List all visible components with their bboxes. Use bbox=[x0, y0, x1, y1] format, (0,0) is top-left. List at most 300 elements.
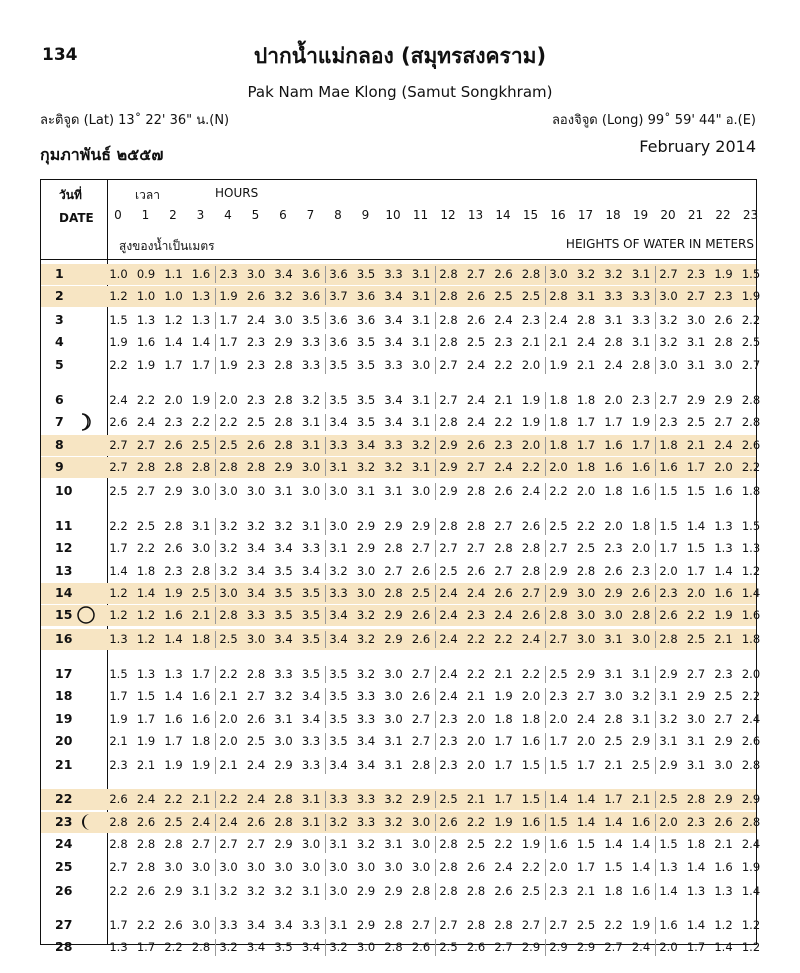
height-cell: 1.6 bbox=[604, 438, 623, 452]
date-cell: 20 bbox=[55, 733, 73, 748]
height-cell: 1.8 bbox=[549, 393, 568, 407]
date-cell: 2 bbox=[55, 288, 64, 303]
height-cell: 3.2 bbox=[356, 460, 376, 474]
height-cell: 1.9 bbox=[631, 415, 651, 429]
height-cell: 3.5 bbox=[329, 689, 348, 703]
hour-header: 4 bbox=[224, 208, 232, 222]
hour-header: 18 bbox=[605, 208, 621, 222]
column-group-divider bbox=[655, 631, 656, 648]
hour-header: 1 bbox=[141, 208, 150, 222]
height-cell: 2.4 bbox=[466, 415, 486, 429]
height-cell: 2.7 bbox=[549, 632, 568, 646]
height-cell: 3.0 bbox=[329, 484, 348, 498]
height-cell: 2.7 bbox=[521, 586, 541, 600]
height-cell: 1.6 bbox=[714, 484, 733, 498]
height-cell: 3.3 bbox=[301, 358, 321, 372]
height-cell: 2.5 bbox=[686, 632, 706, 646]
height-cell: 3.4 bbox=[246, 564, 266, 578]
column-group-divider bbox=[435, 392, 436, 409]
height-cell: 2.8 bbox=[274, 393, 293, 407]
column-group-divider bbox=[325, 288, 326, 305]
column-group-divider bbox=[655, 666, 656, 683]
height-cell: 3.5 bbox=[356, 267, 376, 281]
height-cell: 3.2 bbox=[246, 884, 266, 898]
height-cell: 1.9 bbox=[494, 815, 513, 829]
height-cell: 2.9 bbox=[686, 393, 706, 407]
height-cell: 2.2 bbox=[136, 918, 156, 932]
height-cell: 2.8 bbox=[466, 484, 486, 498]
height-cell: 2.9 bbox=[439, 438, 458, 452]
height-cell: 1.8 bbox=[191, 632, 211, 646]
height-cell: 2.8 bbox=[136, 837, 156, 851]
height-cell: 1.4 bbox=[631, 837, 651, 851]
height-cell: 1.8 bbox=[686, 837, 706, 851]
height-cell: 3.1 bbox=[411, 335, 431, 349]
height-cell: 2.7 bbox=[494, 519, 513, 533]
height-cell: 2.0 bbox=[219, 712, 238, 726]
height-cell: 3.1 bbox=[631, 267, 651, 281]
column-group-divider bbox=[325, 563, 326, 580]
height-cell: 3.0 bbox=[714, 758, 733, 772]
column-group-divider bbox=[545, 563, 546, 580]
height-cell: 3.4 bbox=[329, 608, 348, 622]
height-cell: 2.9 bbox=[549, 564, 568, 578]
height-cell: 2.7 bbox=[494, 564, 513, 578]
height-cell: 3.4 bbox=[301, 689, 321, 703]
height-cell: 2.8 bbox=[466, 918, 486, 932]
height-cell: 3.0 bbox=[604, 689, 623, 703]
height-cell: 1.7 bbox=[659, 541, 678, 555]
height-cell: 1.4 bbox=[714, 564, 733, 578]
column-group-divider bbox=[215, 757, 216, 774]
height-cell: 3.1 bbox=[631, 667, 651, 681]
height-cell: 3.0 bbox=[301, 860, 321, 874]
column-group-divider bbox=[215, 459, 216, 476]
height-cell: 3.3 bbox=[384, 438, 403, 452]
height-cell: 3.2 bbox=[219, 940, 238, 954]
column-group-divider bbox=[435, 791, 436, 808]
height-cell: 1.7 bbox=[686, 564, 706, 578]
height-cell: 1.4 bbox=[164, 335, 183, 349]
date-cell: 11 bbox=[55, 518, 73, 533]
table-row bbox=[41, 481, 761, 502]
height-cell: 1.7 bbox=[164, 358, 183, 372]
height-cell: 3.4 bbox=[274, 918, 293, 932]
column-group-divider bbox=[545, 392, 546, 409]
height-cell: 1.8 bbox=[604, 484, 623, 498]
height-cell: 2.1 bbox=[191, 792, 211, 806]
height-cell: 3.3 bbox=[301, 758, 321, 772]
height-cell: 2.4 bbox=[246, 313, 266, 327]
height-cell: 2.5 bbox=[604, 734, 623, 748]
height-cell: 1.7 bbox=[686, 460, 706, 474]
height-cell: 2.4 bbox=[466, 358, 486, 372]
height-cell: 3.0 bbox=[219, 860, 238, 874]
height-cell: 1.4 bbox=[604, 837, 623, 851]
height-cell: 2.8 bbox=[411, 884, 431, 898]
column-group-divider bbox=[215, 392, 216, 409]
column-group-divider bbox=[215, 437, 216, 454]
height-cell: 2.6 bbox=[109, 415, 128, 429]
hour-header: 3 bbox=[196, 208, 205, 222]
height-cell: 2.6 bbox=[741, 734, 761, 748]
height-cell: 3.3 bbox=[604, 289, 623, 303]
height-cell: 1.4 bbox=[549, 792, 568, 806]
height-cell: 2.3 bbox=[246, 335, 266, 349]
height-cell: 2.2 bbox=[521, 667, 541, 681]
height-cell: 1.2 bbox=[164, 313, 183, 327]
hour-header: 20 bbox=[660, 208, 676, 222]
column-group-divider bbox=[215, 883, 216, 900]
height-cell: 2.4 bbox=[246, 792, 266, 806]
height-cell: 2.7 bbox=[411, 734, 431, 748]
header-divider bbox=[41, 259, 756, 260]
height-cell: 1.7 bbox=[191, 667, 211, 681]
height-cell: 1.5 bbox=[549, 815, 568, 829]
height-cell: 3.2 bbox=[219, 541, 238, 555]
height-cell: 2.2 bbox=[466, 632, 486, 646]
height-cell: 1.6 bbox=[604, 460, 623, 474]
full-moon-icon bbox=[75, 604, 97, 626]
height-cell: 2.8 bbox=[631, 358, 651, 372]
height-cell: 3.2 bbox=[659, 313, 678, 327]
height-cell: 1.5 bbox=[109, 313, 128, 327]
column-group-divider bbox=[545, 711, 546, 728]
column-group-divider bbox=[545, 437, 546, 454]
height-cell: 3.2 bbox=[219, 519, 238, 533]
column-group-divider bbox=[325, 939, 326, 956]
column-group-divider bbox=[435, 711, 436, 728]
table-row bbox=[41, 561, 761, 582]
height-cell: 3.2 bbox=[576, 267, 596, 281]
date-cell: 1 bbox=[55, 266, 64, 281]
height-cell: 2.7 bbox=[109, 438, 128, 452]
height-cell: 2.9 bbox=[714, 393, 733, 407]
height-cell: 3.3 bbox=[384, 358, 403, 372]
height-cell: 2.3 bbox=[439, 758, 458, 772]
column-group-divider bbox=[325, 836, 326, 853]
height-cell: 2.7 bbox=[136, 438, 156, 452]
height-cell: 2.1 bbox=[631, 792, 651, 806]
height-cell: 3.3 bbox=[329, 438, 348, 452]
height-cell: 3.1 bbox=[604, 313, 623, 327]
column-group-divider bbox=[215, 288, 216, 305]
height-cell: 3.0 bbox=[329, 860, 348, 874]
height-cell: 1.7 bbox=[494, 734, 513, 748]
date-header-english: DATE bbox=[59, 211, 94, 225]
height-cell: 3.1 bbox=[686, 335, 706, 349]
height-cell: 3.0 bbox=[301, 837, 321, 851]
height-cell: 2.9 bbox=[604, 586, 623, 600]
height-cell: 3.3 bbox=[356, 815, 376, 829]
height-cell: 2.6 bbox=[494, 484, 513, 498]
longitude-label: ลองจิจูด (Long) 99˚ 59' 44" อ.(E) bbox=[551, 113, 756, 128]
height-cell: 1.5 bbox=[604, 860, 623, 874]
height-cell: 2.6 bbox=[521, 608, 541, 622]
first-quarter-moon-icon bbox=[75, 411, 97, 433]
height-cell: 2.0 bbox=[686, 586, 706, 600]
height-cell: 2.6 bbox=[714, 313, 733, 327]
height-cell: 2.7 bbox=[686, 289, 706, 303]
height-cell: 2.9 bbox=[356, 884, 376, 898]
height-cell: 1.0 bbox=[109, 267, 128, 281]
table-row bbox=[41, 857, 761, 878]
table-row bbox=[41, 915, 761, 936]
hours-header-english: HOURS bbox=[215, 186, 259, 200]
height-cell: 2.7 bbox=[604, 940, 623, 954]
height-cell: 2.4 bbox=[494, 860, 513, 874]
height-cell: 1.7 bbox=[109, 689, 128, 703]
date-cell: 3 bbox=[55, 312, 64, 327]
date-cell: 13 bbox=[55, 563, 73, 578]
height-cell: 3.1 bbox=[191, 519, 211, 533]
height-cell: 2.5 bbox=[439, 564, 458, 578]
hour-header: 19 bbox=[632, 208, 649, 222]
height-cell: 2.3 bbox=[714, 289, 733, 303]
column-group-divider bbox=[435, 733, 436, 750]
height-cell: 2.9 bbox=[714, 792, 733, 806]
height-cell: 2.0 bbox=[549, 860, 568, 874]
height-cell: 2.4 bbox=[136, 792, 156, 806]
height-cell: 2.2 bbox=[686, 608, 706, 622]
column-group-divider bbox=[435, 540, 436, 557]
height-cell: 2.6 bbox=[741, 438, 761, 452]
height-cell: 3.3 bbox=[301, 335, 321, 349]
height-cell: 2.9 bbox=[411, 519, 431, 533]
height-cell: 3.2 bbox=[356, 837, 376, 851]
height-cell: 3.1 bbox=[384, 837, 403, 851]
height-cell: 1.9 bbox=[549, 358, 568, 372]
height-cell: 2.6 bbox=[466, 289, 486, 303]
height-cell: 2.6 bbox=[136, 815, 156, 829]
height-cell: 3.1 bbox=[631, 712, 651, 726]
column-group-divider bbox=[655, 791, 656, 808]
column-group-divider bbox=[655, 814, 656, 831]
height-cell: 2.1 bbox=[549, 335, 568, 349]
height-cell: 2.7 bbox=[411, 541, 431, 555]
height-cell: 3.3 bbox=[356, 712, 376, 726]
column-group-divider bbox=[655, 459, 656, 476]
height-cell: 1.5 bbox=[686, 541, 706, 555]
column-group-divider bbox=[545, 666, 546, 683]
column-group-divider bbox=[545, 334, 546, 351]
height-cell: 1.6 bbox=[136, 335, 156, 349]
height-cell: 2.3 bbox=[246, 358, 266, 372]
height-cell: 3.6 bbox=[356, 313, 376, 327]
height-cell: 2.8 bbox=[439, 289, 458, 303]
height-cell: 3.4 bbox=[384, 415, 403, 429]
height-cell: 3.1 bbox=[301, 792, 321, 806]
height-cell: 1.3 bbox=[191, 313, 211, 327]
height-cell: 2.7 bbox=[741, 358, 761, 372]
hour-header: 10 bbox=[385, 208, 401, 222]
height-cell: 3.3 bbox=[631, 313, 651, 327]
height-cell: 1.9 bbox=[164, 586, 183, 600]
height-cell: 2.7 bbox=[384, 564, 403, 578]
height-cell: 2.8 bbox=[439, 837, 458, 851]
height-cell: 2.8 bbox=[439, 313, 458, 327]
hour-header: 9 bbox=[361, 208, 370, 222]
height-cell: 1.7 bbox=[576, 758, 596, 772]
height-cell: 2.8 bbox=[549, 289, 568, 303]
date-cell: 18 bbox=[55, 688, 73, 703]
height-cell: 3.1 bbox=[301, 884, 321, 898]
height-cell: 2.8 bbox=[439, 415, 458, 429]
height-cell: 2.6 bbox=[246, 438, 266, 452]
height-cell: 2.3 bbox=[686, 815, 706, 829]
height-cell: 1.4 bbox=[686, 918, 706, 932]
height-cell: 3.0 bbox=[411, 860, 431, 874]
column-group-divider bbox=[545, 859, 546, 876]
height-cell: 2.2 bbox=[219, 415, 238, 429]
height-cell: 2.6 bbox=[494, 267, 513, 281]
height-cell: 2.7 bbox=[549, 541, 568, 555]
height-cell: 1.3 bbox=[659, 860, 678, 874]
height-cell: 1.5 bbox=[549, 758, 568, 772]
column-group-divider bbox=[435, 688, 436, 705]
height-cell: 3.1 bbox=[329, 460, 348, 474]
height-cell: 3.1 bbox=[301, 815, 321, 829]
height-cell: 2.6 bbox=[466, 564, 486, 578]
height-cell: 1.3 bbox=[714, 519, 733, 533]
height-cell: 1.3 bbox=[714, 884, 733, 898]
height-cell: 1.6 bbox=[191, 267, 211, 281]
date-cell: 5 bbox=[55, 357, 64, 372]
height-cell: 3.1 bbox=[384, 484, 403, 498]
height-cell: 3.4 bbox=[384, 313, 403, 327]
height-cell: 1.8 bbox=[631, 519, 651, 533]
height-cell: 2.2 bbox=[219, 667, 238, 681]
height-cell: 1.3 bbox=[136, 313, 156, 327]
height-cell: 3.6 bbox=[329, 267, 348, 281]
height-cell: 3.3 bbox=[384, 267, 403, 281]
height-cell: 3.3 bbox=[246, 608, 266, 622]
hour-header: 14 bbox=[495, 208, 511, 222]
height-cell: 2.9 bbox=[686, 689, 706, 703]
height-cell: 1.3 bbox=[714, 541, 733, 555]
height-cell: 3.0 bbox=[686, 313, 706, 327]
height-cell: 3.4 bbox=[274, 267, 293, 281]
height-cell: 3.1 bbox=[631, 335, 651, 349]
table-row bbox=[41, 664, 761, 685]
height-cell: 2.6 bbox=[466, 438, 486, 452]
hour-header: 21 bbox=[687, 208, 704, 222]
height-cell: 2.2 bbox=[494, 358, 513, 372]
column-group-divider bbox=[545, 939, 546, 956]
height-cell: 3.2 bbox=[274, 689, 293, 703]
height-cell: 2.7 bbox=[686, 667, 706, 681]
date-cell: 22 bbox=[55, 791, 73, 806]
hour-header: 6 bbox=[279, 208, 287, 222]
height-cell: 3.4 bbox=[246, 918, 266, 932]
height-cell: 2.3 bbox=[659, 586, 678, 600]
height-cell: 2.9 bbox=[274, 460, 293, 474]
page-number: 134 bbox=[42, 45, 78, 65]
height-cell: 3.5 bbox=[274, 586, 293, 600]
height-cell: 2.8 bbox=[576, 313, 596, 327]
height-cell: 1.5 bbox=[686, 484, 706, 498]
height-cell: 3.2 bbox=[659, 335, 678, 349]
height-cell: 2.8 bbox=[384, 586, 403, 600]
date-cell: 25 bbox=[55, 859, 73, 874]
height-cell: 1.8 bbox=[604, 884, 623, 898]
height-cell: 2.6 bbox=[246, 815, 266, 829]
height-cell: 2.5 bbox=[659, 792, 678, 806]
height-cell: 3.1 bbox=[384, 758, 403, 772]
table-row bbox=[41, 686, 761, 707]
height-cell: 3.0 bbox=[604, 608, 623, 622]
height-cell: 1.2 bbox=[741, 564, 761, 578]
height-cell: 2.8 bbox=[631, 608, 651, 622]
height-cell: 3.0 bbox=[576, 586, 596, 600]
height-cell: 2.2 bbox=[466, 667, 486, 681]
height-cell: 2.4 bbox=[521, 484, 541, 498]
height-cell: 2.5 bbox=[466, 335, 486, 349]
column-group-divider bbox=[655, 357, 656, 374]
height-cell: 3.2 bbox=[329, 815, 348, 829]
time-header-thai: เวลา bbox=[135, 188, 160, 202]
column-group-divider bbox=[545, 540, 546, 557]
height-cell: 1.6 bbox=[191, 689, 211, 703]
height-cell: 2.9 bbox=[384, 884, 403, 898]
height-cell: 2.6 bbox=[411, 608, 431, 622]
table-row bbox=[41, 789, 761, 810]
height-cell: 1.5 bbox=[741, 267, 761, 281]
height-cell: 1.9 bbox=[136, 734, 156, 748]
page-title-thai: ปากน้ำแม่กลอง (สมุทรสงคราม) bbox=[253, 44, 547, 68]
height-cell: 2.1 bbox=[466, 689, 486, 703]
page-title-english: Pak Nam Mae Klong (Samut Songkhram) bbox=[247, 83, 553, 101]
height-cell: 2.7 bbox=[136, 484, 156, 498]
height-cell: 2.4 bbox=[439, 632, 458, 646]
date-cell: 19 bbox=[55, 711, 73, 726]
table-row bbox=[41, 937, 761, 958]
latitude-label: ละติจูด (Lat) 13˚ 22' 36" น.(N) bbox=[40, 113, 230, 128]
height-cell: 2.2 bbox=[164, 940, 183, 954]
height-cell: 2.6 bbox=[164, 438, 183, 452]
column-group-divider bbox=[325, 791, 326, 808]
height-cell: 3.4 bbox=[274, 632, 293, 646]
hour-header: 16 bbox=[550, 208, 566, 222]
height-cell: 3.1 bbox=[686, 734, 706, 748]
height-cell: 2.8 bbox=[219, 608, 238, 622]
height-cell: 2.8 bbox=[439, 884, 458, 898]
height-cell: 1.8 bbox=[136, 564, 156, 578]
column-group-divider bbox=[545, 917, 546, 934]
column-group-divider bbox=[655, 437, 656, 454]
height-cell: 1.9 bbox=[521, 393, 541, 407]
height-cell: 1.2 bbox=[109, 289, 128, 303]
column-group-divider bbox=[215, 266, 216, 283]
column-group-divider bbox=[215, 607, 216, 624]
height-cell: 2.2 bbox=[576, 519, 596, 533]
height-cell: 1.6 bbox=[549, 837, 568, 851]
height-cell: 1.9 bbox=[494, 689, 513, 703]
height-cell: 2.4 bbox=[604, 358, 623, 372]
height-cell: 2.5 bbox=[439, 940, 458, 954]
height-cell: 2.9 bbox=[411, 792, 431, 806]
height-cell: 2.8 bbox=[741, 758, 761, 772]
hour-header: 22 bbox=[715, 208, 731, 222]
column-group-divider bbox=[545, 814, 546, 831]
height-cell: 1.3 bbox=[136, 667, 156, 681]
column-group-divider bbox=[435, 883, 436, 900]
height-cell: 2.3 bbox=[631, 393, 651, 407]
height-cell: 1.2 bbox=[136, 608, 156, 622]
height-cell: 3.3 bbox=[329, 792, 348, 806]
height-cell: 2.6 bbox=[136, 884, 156, 898]
height-cell: 1.9 bbox=[714, 608, 733, 622]
